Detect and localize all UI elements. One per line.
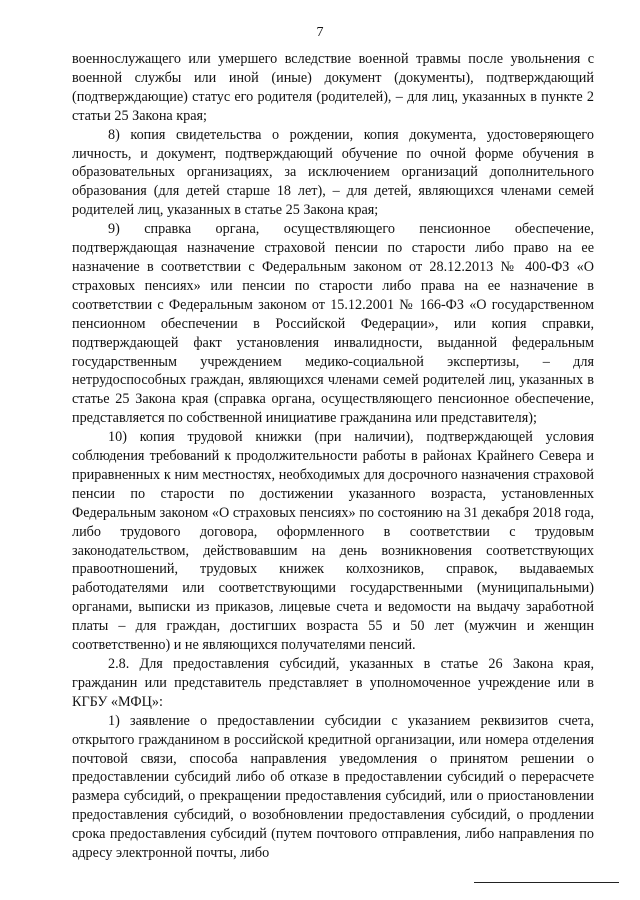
paragraph-item-9: 9) справка органа, осуществляющего пенсионное обеспечение, подтверждающая назначение страховой пенсии по старости либо право на ее назначение в соответствии с Федеральным законом от 28.12.2013 № 400-ФЗ «О страховых пенсиях» или пенсии по старости либо права на ее назначение в соответствии с Федеральным законом от 15.12.2001 № 166-ФЗ «О государственном пенсионном обеспечении в Российской Федерации», или копия справки, подтверждающей факт установления инвалидности, выданной федеральным государственным учреждением медико-социальной экспертизы, – для нетрудоспособных граждан, являющихся членами семей родителей лиц, указанных в статье 25 Закона края (справка органа, осуществляющего пенсионное обеспечение, представляется по собственной инициативе гражданина или представителя); [72,221,594,427]
footer-rule [474,882,619,883]
page-number: 7 [316,25,324,40]
paragraph-continuation: военнослужащего или умершего вследствие военной травмы после увольнения с военной службы или иной (иные) документ (документы), подтверждающий (подтверждающие) статус его родителя (родителей), – для лиц, указанных в пункте 2 статьи 25 Закона края; [72,51,594,124]
paragraph-item-1: 1) заявление о предоставлении субсидии с указанием реквизитов счета, открытого гражданином в российской кредитной организации, или номера отделения почтовой связи, способа направления уведомления о принятом решении о предоставлении субсидий либо об отказе в предоставлении субсидий о перерасчете размера субсидий, о прекращении предоставления субсидий, или о приостановлении предоставления субсидий, о возобновлении предоставления субсидий, о продлении срока предоставления субсидий (путем почтового отправления, либо направления по адресу электронной почты, либо [72,712,594,862]
paragraph-section-2-8: 2.8. Для предоставления субсидий, указанных в статье 26 Закона края, гражданин или представитель представляет в уполномоченное учреждение или в КГБУ «МФЦ»: [72,656,594,710]
document-body [72,50,594,863]
paragraph-item-10: 10) копия трудовой книжки (при наличии), подтверждающей условия соблюдения требований к продолжительности работы в районах Крайнего Севера и приравненных к ним местностях, необходимых для досрочного назначения страховой пенсии по старости по достижении указанного возраста, установленных Федеральным законом «О страховых пенсиях» по состоянию на 31 декабря 2018 года, либо трудового договора, оформленного в соответствии с трудовым законодательством, действовавшим на день возникновения соответствующих правоотношений, трудовых книжек колхозников, справок, выдаваемых работодателями или соответствующими государственными (муниципальными) органами, выписки из приказов, лицевые счета и ведомости на выдачу заработной платы – для граждан, достигших возраста 55 и 50 лет (мужчин и женщин соответственно) и не являющихся получателями пенсий. [72,429,594,654]
paragraph-item-8: 8) копия свидетельства о рождении, копия документа, удостоверяющего личность, и документ, подтверждающий обучение по очной форме обучения в образовательных организациях, за исключением организаций дополнительного образования (для детей старше 18 лет), – для детей, являющихся членами семей родителей лиц, указанных в статье 25 Закона края; [72,126,594,219]
